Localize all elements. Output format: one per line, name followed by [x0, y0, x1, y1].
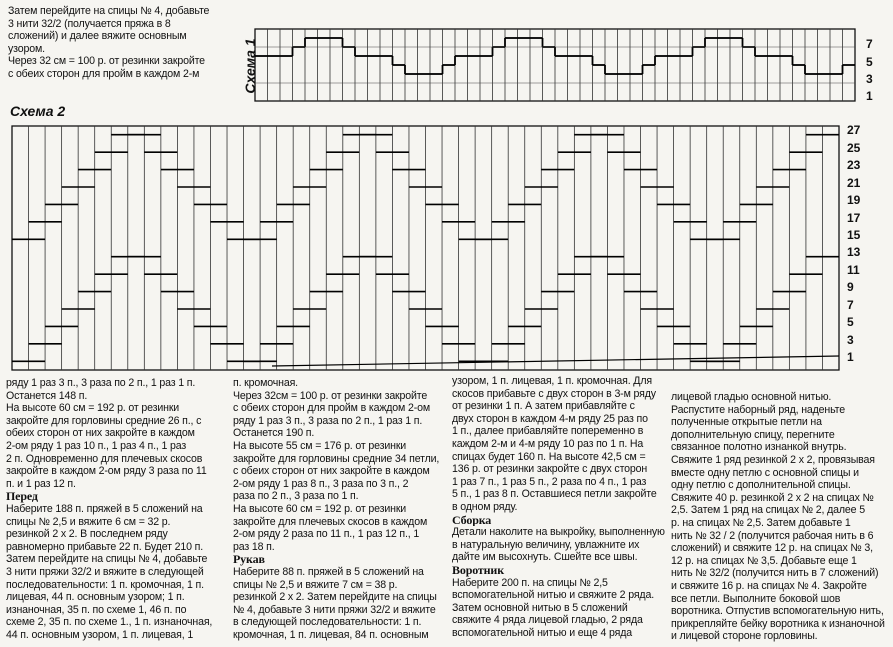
text-line: спицы № 2,5 и вяжите 6 см = 32 р.	[6, 515, 171, 528]
section-heading-front: Перед	[6, 490, 38, 503]
text-line: схеме 2, 35 п. по схеме 1., 1 п. изнаночная,	[6, 616, 213, 629]
text-line: все петли. Выполните боковой шов	[671, 592, 841, 605]
text-line: нить № 32 / 2 (получится рабочая нить в 6	[671, 529, 874, 542]
schema1-row-label: 5	[866, 55, 873, 69]
text-line: вспомогательной нитью и еще 4 ряда	[452, 626, 633, 639]
grid-lines	[255, 29, 855, 101]
text-line: от резинки 1 п. А затем прибавляйте с	[452, 400, 635, 413]
text-line: резинкой 2 х 2. Затем перейдите на спицы	[233, 591, 437, 604]
text-line: с обеих сторон от них закройте в каждом	[233, 465, 430, 478]
text-line: кромочная, 1 п. лицевая, 84 п. основным	[233, 628, 429, 641]
text-line: закройте для горловины средние 34 петли,	[233, 452, 440, 465]
text-line: № 4, добавьте 3 нити пряжи 32/2 и вяжите	[233, 603, 436, 616]
schema2-row-label: 17	[847, 210, 861, 225]
text-line: в следующей последовательности: 1 п.	[233, 616, 422, 629]
text-line: с обеих сторон для пройм в каждом 2-ом	[233, 402, 430, 415]
text-line: воротника. Отпустив вспомогательную нить,	[671, 605, 884, 618]
schema2-row-label: 5	[847, 315, 854, 330]
text-line: каждом 2-м и 4-м ряду 10 раз по 1 п. На	[452, 437, 644, 450]
text-line: 5 п., 1 раз 8 п. Оставшиеся петли закройте	[452, 488, 657, 501]
text-line: 2,5. Затем 1 ряд на спицах № 2, далее 5	[671, 504, 865, 517]
text-line: 136 р. от резинки закройте с двух сторон	[452, 463, 648, 476]
text-column-2	[233, 377, 447, 641]
schema2-row-label: 25	[847, 140, 861, 155]
text-line: п. кромочная.	[233, 377, 298, 389]
text-line: скосов прибавьте с двух сторон в 3-м ряду	[452, 387, 656, 400]
schema1-row-label: 1	[866, 89, 873, 103]
text-line: в натуральную величину, увлажните их	[452, 538, 640, 551]
intro-line: Затем перейдите на спицы № 4, добавьте	[8, 5, 210, 17]
text-line: 2-ом ряду 1 раз 10 п., 1 раз 4 п., 1 раз	[6, 439, 187, 452]
intro-line: с обеих сторон для пройм в каждом 2-м	[8, 67, 200, 80]
text-line: Затем перейдите на спицы № 4, добавьте	[6, 553, 208, 566]
text-line: раза по 2 п., 3 раза по 1 п.	[233, 490, 359, 503]
text-line: раз 18 п.	[233, 540, 275, 553]
text-line: спицы № 2,5 и вяжите 7 см = 38 р.	[233, 578, 398, 591]
text-line: 2-ом ряду 2 раза по 11 п., 1 раз 12 п., 1	[233, 528, 420, 541]
text-line: нить № 32/2 (получится нить в 7 сложений)	[671, 567, 879, 580]
text-line: равномерно прибавьте 22 п. Будет 210 п.	[6, 540, 204, 553]
schema2-row-label: 13	[847, 245, 861, 260]
text-line: ряду 1 раз 3 п., 3 раза по 2 п., 1 раз 1 п.	[233, 414, 423, 427]
schema2-row-label: 15	[847, 227, 861, 242]
text-line: лицевая, 44 п. основным узором; 1 п.	[6, 591, 185, 604]
schema1-row-label: 7	[866, 37, 873, 51]
text-line: Распустите наборный ряд, наденьте	[671, 403, 845, 416]
text-line: Наберите 200 п. на спицы № 2,5	[452, 576, 608, 589]
text-line: Останется 190 п.	[233, 427, 315, 440]
schema2-row-label: 27	[847, 123, 861, 138]
schema2-row-label: 9	[847, 280, 854, 295]
schema2-chart	[12, 126, 839, 370]
text-line: Детали наколите на выкройку, выполненную	[452, 526, 665, 539]
text-line: 2-ом ряду 1 раз 8 п., 3 раза по 3 п., 2	[233, 477, 409, 490]
intro-text-block	[8, 5, 230, 81]
text-line: закройте для горловины средние 26 п., с	[6, 414, 202, 427]
text-line: резинкой 2 х 2. В последнем ряду	[6, 528, 168, 541]
text-line: обеих сторон от них закройте в каждом	[6, 427, 195, 440]
text-line: 44 п. основным узором, 1 п. лицевая, 1	[6, 628, 194, 641]
text-line: 1 п., далее прибавляйте попеременно в	[452, 425, 644, 438]
intro-line: 3 нити 32/2 (получается пряжа в 8	[8, 17, 171, 30]
text-line: 2 п. Одновременно для плечевых скосов	[6, 452, 203, 465]
text-line: Наберите 188 п. пряжей в 5 сложений на	[6, 502, 203, 515]
baseline-slope	[272, 356, 839, 366]
schema1-title: Схема 1	[242, 38, 258, 94]
text-line: Свяжите 40 р. резинкой 2 х 2 на спицах №	[671, 491, 874, 504]
text-line: изнаночная, 35 п. по схеме 1, 46 п. по	[6, 603, 187, 616]
text-line: полученные открытые петли на	[671, 416, 822, 429]
schema2-row-label: 3	[847, 332, 854, 347]
section-heading-assembly: Сборка	[452, 513, 492, 527]
text-line: сложений) и свяжите 12 р. на спицах № 3,	[671, 542, 873, 555]
text-line: ряду 1 раз 3 п., 3 раза по 2 п., 1 раз 1 п.	[6, 377, 196, 389]
text-line: Через 32см = 100 р. от резинки закройте	[233, 389, 428, 402]
intro-line: Через 32 см = 100 р. от резинки закройте	[8, 55, 205, 68]
text-line: вспомогательной нитью и свяжите 2 ряда.	[452, 589, 654, 602]
text-line: 1 раз 7 п., 1 раз 5 п., 2 раза по 4 п., 1 раз	[452, 475, 647, 488]
text-line: одну петлю с дополнительной спицы.	[671, 479, 851, 492]
schema2-row-label: 23	[847, 158, 861, 173]
text-line: Затем основной нитью в 5 сложений	[452, 601, 628, 614]
text-line: и свяжите 16 р. на спицах № 4. Закройте	[671, 579, 867, 592]
text-line: закройте в каждом 2-ом ряду 3 раза по 11	[6, 465, 207, 478]
text-column-1	[6, 377, 224, 641]
text-line: Наберите 88 п. пряжей в 5 сложений на	[233, 565, 424, 578]
text-line: На высоте 55 см = 176 р. от резинки	[233, 439, 407, 452]
schema2-row-label: 1	[847, 349, 854, 364]
text-column-3	[452, 375, 666, 639]
schema1-row-label: 3	[866, 72, 873, 86]
schema2-row-label: 21	[847, 175, 861, 190]
text-line: свяжите 4 ряда лицевой гладью, 2 ряда	[452, 614, 643, 627]
text-line: На высоте 60 см = 192 р. от резинки	[6, 402, 180, 415]
section-heading-collar: Воротник	[452, 563, 504, 577]
text-line: 3 нити пряжи 32/2 и вяжите в следующей	[6, 565, 204, 578]
text-line: Останется 148 п.	[6, 389, 88, 402]
text-line: связанное полотно изнанкой внутрь.	[671, 441, 847, 454]
text-line: и лицевой стороне горловины.	[671, 630, 818, 643]
section-heading-sleeve: Рукав	[233, 553, 265, 566]
schema2-row-label: 19	[847, 193, 861, 208]
text-line: вместе одну петлю с основной спицы и	[671, 466, 859, 479]
text-line: двух сторон в каждом 4-м ряду 25 раз по	[452, 412, 648, 425]
text-line: в одном ряду.	[452, 500, 518, 513]
text-line: р. на спицах № 2,5. Затем добавьте 1	[671, 516, 851, 529]
text-line: дополнительную спицу, перегните	[671, 428, 835, 441]
text-line: лицевой гладью основной нитью.	[671, 391, 832, 403]
text-line: п. и 1 раз 12 п.	[6, 477, 76, 490]
schema2-title: Схема 2	[10, 103, 66, 119]
text-line: последовательности: 1 п. кромочная, 1 п.	[6, 578, 204, 591]
text-line: 12 р. на спицах № 3,5. Добавьте еще 1	[671, 554, 857, 567]
text-line: дайте им высохнуть. Сшейте все швы.	[452, 551, 638, 564]
intro-line: узором.	[8, 42, 45, 55]
text-line: Свяжите 1 ряд резинкой 2 х 2, провязывая	[671, 453, 875, 466]
grid-lines	[12, 126, 839, 370]
schema2-row-label: 11	[847, 262, 860, 277]
text-line: На высоте 60 см = 192 р. от резинки	[233, 502, 407, 515]
schema2-row-label: 7	[847, 297, 854, 312]
text-line: прикрепляйте бейку воротника к изнаночной	[671, 617, 885, 630]
text-line: узором, 1 п. лицевая, 1 п. кромочная. Для	[452, 375, 652, 387]
intro-line: сложений) и далее вяжите основным	[8, 30, 187, 43]
schema1-chart	[255, 29, 855, 101]
text-line: спицах будет 160 п. На высоте 42,5 см =	[452, 450, 646, 463]
text-column-4	[671, 391, 889, 643]
text-line: закройте для плечевых скосов в каждом	[233, 515, 428, 528]
